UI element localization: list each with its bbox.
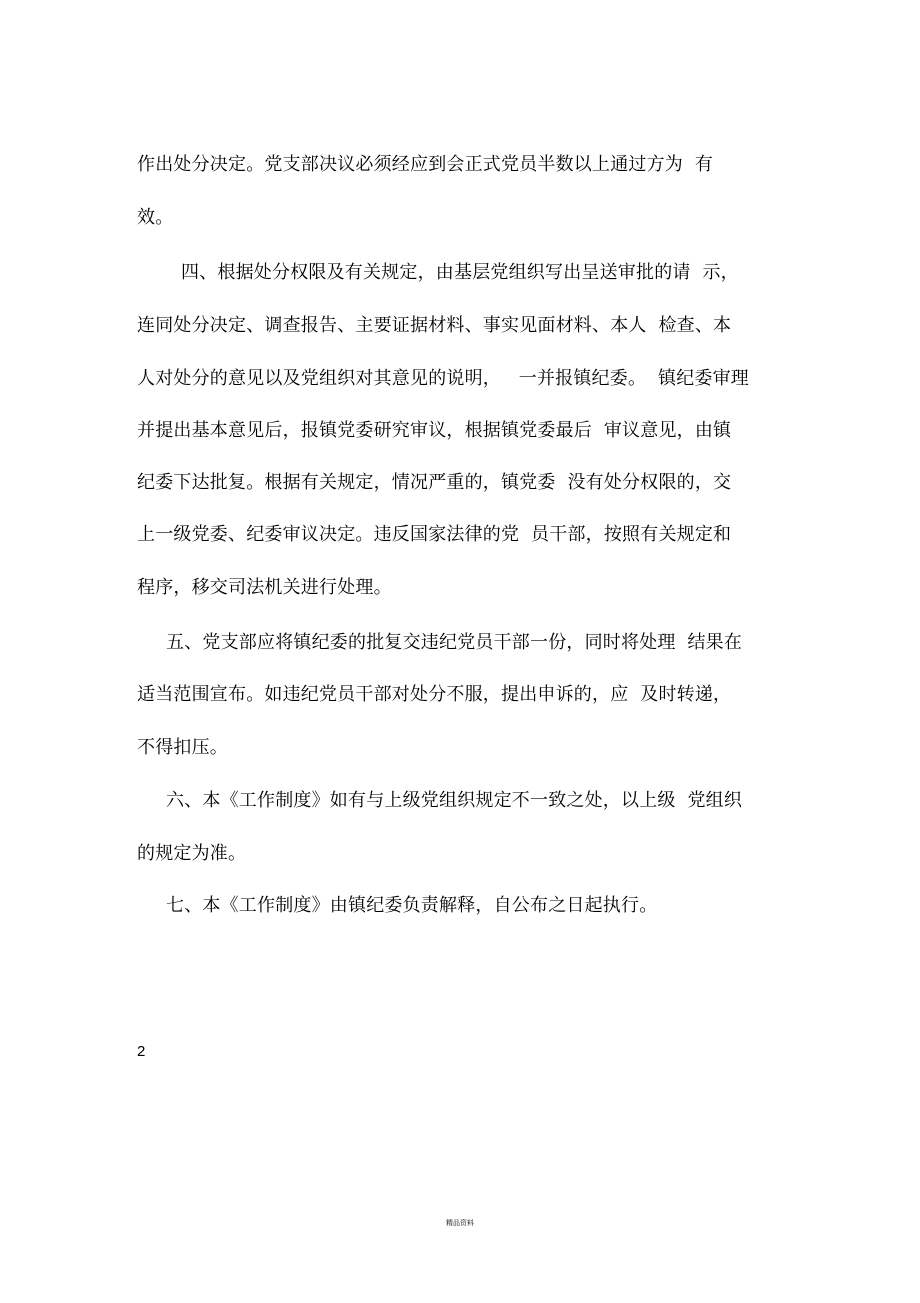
paragraph-2-line-1: 四、根据处分权限及有关规定，由基层党组织写出呈送审批的请 示，	[181, 262, 739, 283]
paragraph-1-line-2: 效。	[137, 207, 174, 228]
footer-text: 精品资料	[446, 1219, 474, 1227]
paragraph-3-line-2: 适当范围宣布。如违纪党员干部对处分不服，提出申诉的，应 及时转递，	[137, 684, 732, 705]
paragraph-4-line-2: 的规定为准。	[137, 843, 247, 864]
paragraph-2-line-2: 连同处分决定、调查报告、主要证据材料、事实见面材料、本人 检查、本	[137, 315, 732, 336]
paragraph-2-line-6: 上一级党委、纪委审议决定。违反国家法律的党 员干部，按照有关规定和	[137, 524, 732, 545]
page-number: 2	[137, 1043, 146, 1060]
paragraph-2-line-3: 人对处分的意见以及党组织对其意见的说明， 一并报镇纪委。 镇纪委审理	[137, 368, 750, 389]
paragraph-3-line-1: 五、党支部应将镇纪委的批复交违纪党员干部一份，同时将处理 结果在	[166, 632, 743, 653]
paragraph-2-line-4: 并提出基本意见后，报镇党委研究审议，根据镇党委最后 审议意见，由镇	[137, 420, 732, 441]
paragraph-2-line-5: 纪委下达批复。根据有关规定，情况严重的，镇党委 没有处分权限的，交	[137, 472, 732, 493]
paragraph-5-line-1: 七、本《工作制度》由镇纪委负责解释，自公布之日起执行。	[166, 895, 658, 916]
paragraph-2-line-7: 程序，移交司法机关进行处理。	[137, 577, 392, 598]
paragraph-3-line-3: 不得扣压。	[137, 737, 228, 758]
paragraph-1-line-1: 作出处分决定。党支部决议必须经应到会正式党员半数以上通过方为 有	[137, 154, 714, 175]
paragraph-4-line-1: 六、本《工作制度》如有与上级党组织规定不一致之处，以上级 党组织	[166, 790, 743, 811]
